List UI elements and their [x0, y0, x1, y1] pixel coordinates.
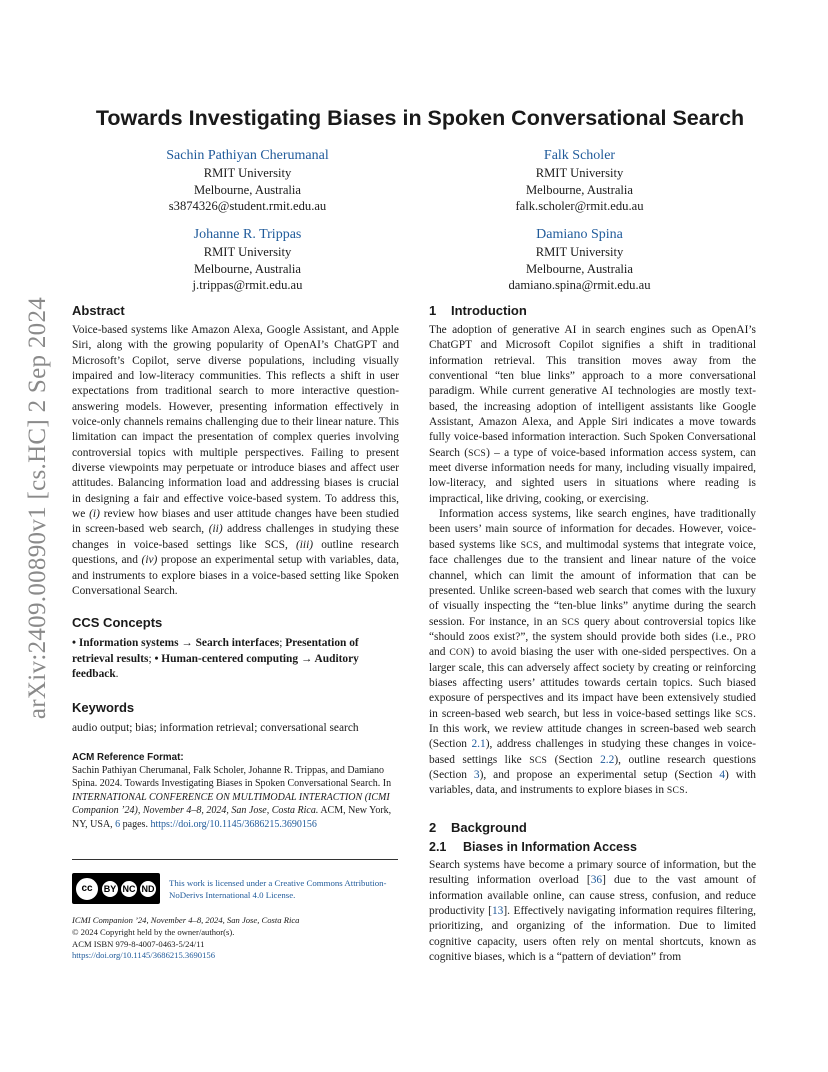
acm-reference-format: [72, 751, 399, 831]
author-block-3: [140, 226, 355, 294]
background-paragraph-1: Search systems have become a primary source of information, but the resulting information overload [36] due to the vast amount of information available online, can cause stress, confusion, and reduce productivity [13]. Effectively navigating information requires filtering, prioritizing, and organizing of the information. Due to limited cognitive capacity, users often rely on mental shortcuts, known as cognitive biases, which is a “pattern of deviation” from: [429, 859, 756, 964]
abstract-text: Voice-based systems like Amazon Alexa, Google Assistant, and Apple Siri, along with the growing popularity of OpenAI’s ChatGPT and Microsoft’s Copilot, serve diverse populations, including visually impaired and low-literacy communities. This reflects a shift in user expectations from traditional search to more interactive question-answering models. However, presenting information effectively in voice-only channels remains challenging due to their linear nature. This limitation can impact the presentation of complex queries involving controversial topics with multiple perspectives. Failing to present diverse viewpoints may perpetuate or introduce biases and affect user attitudes. Balancing information load and addressing biases is crucial in designing a fair and effective voice-based system. To address this, we (i) review how biases and user attitude changes have been studied in screen-based web search, (ii) address challenges in studying these changes in voice-based settings like SCS, (iii) outline research questions, and (iv) propose an experimental setup with variables, data, and instruments to explore biases in a voice-based setting like Spoken Conversational Search.: [72, 324, 399, 597]
author-affiliation: RMIT University: [203, 166, 292, 180]
nd-icon: ND: [140, 881, 156, 897]
author-email: s3874326@student.rmit.edu.au: [168, 199, 327, 213]
footer-venue: ICMI Companion ’24, November 4–8, 2024, San Jose, Costa Rica: [72, 915, 300, 925]
arxiv-id-text: arXiv:2409.00890v1 [cs.HC] 2 Sep 2024: [24, 296, 51, 720]
author-affiliation: RMIT University: [535, 245, 624, 259]
ccs-heading: CCS Concepts: [72, 615, 163, 631]
section-link[interactable]: 4: [719, 768, 726, 781]
author-email: falk.scholer@rmit.edu.au: [515, 199, 644, 213]
author-location: Melbourne, Australia: [525, 261, 634, 276]
author-location: Melbourne, Australia: [193, 261, 302, 276]
author-block-1: [140, 147, 355, 215]
citation-link[interactable]: 36: [590, 874, 603, 887]
ccs-concepts-text: • Information systems → Search interfaces; Presentation of retrieval results; • Human-centered computing → Auditory feedback.: [72, 637, 359, 680]
author-affiliation: RMIT University: [535, 166, 624, 180]
nc-icon: NC: [121, 881, 137, 897]
acm-reference-text: Sachin Pathiyan Cherumanal, Falk Scholer, Johanne R. Trippas, and Damiano Spina. 2024. Towards Investigating Biases in Spoken Conversational Search. In INTERNATIONAL CONFERENCE ON MULTIMODAL INTERACTION (ICMI Companion ’24), November 4–8, 2024, San Jose, Costa Rica. ACM, New York, NY, USA, 6 pages. https://doi.org/10.1145/3686215.3690156: [72, 764, 392, 830]
author-name[interactable]: Sachin Pathiyan Cherumanal: [166, 148, 329, 163]
citation-link[interactable]: 13: [491, 905, 504, 918]
author-name[interactable]: Damiano Spina: [536, 227, 623, 242]
right-column: [429, 302, 756, 965]
intro-heading: 1 Introduction: [429, 303, 527, 318]
acm-reference-label: ACM Reference Format:: [72, 751, 184, 763]
author-email: damiano.spina@rmit.edu.au: [508, 278, 651, 292]
license-link[interactable]: This work is licensed under a Creative Commons Attribution-NoDerivs International 4.0 License.: [169, 878, 387, 900]
paper-title: Towards Investigating Biases in Spoken Conversational Search: [95, 106, 745, 130]
section-link[interactable]: 2.2: [600, 753, 615, 766]
left-column: [72, 302, 399, 831]
intro-paragraph-1: The adoption of generative AI in search engines such as OpenAI’s ChatGPT and Microsoft Copilot signifies a shift in traditional information retrieval. This transition moves away from the conventional “ten blue links” approach to a more conversational paradigm. While current generative AI technologies are mostly text-based, the increasing adoption of intelligent assistants like Google Assistant, Amazon Alexa, and Apple Siri indicates a move towards fully voice-based information interaction. Such Spoken Conversational Search (SCS) – a type of voice-based information access system, can meet diverse information needs for many, including visually impaired, low-literacy, and sighted users in situations where reading is impractical, like driving, cooking, or exercising.: [429, 324, 756, 505]
author-email: j.trippas@rmit.edu.au: [192, 278, 303, 292]
section-link[interactable]: 2.1: [471, 738, 486, 751]
keywords-text: audio output; bias; information retrieval; conversational search: [72, 722, 359, 735]
section-link[interactable]: 3: [473, 768, 480, 781]
abstract-heading: Abstract: [72, 303, 125, 318]
footer-isbn: ACM ISBN 979-8-4007-0463-5/24/11: [72, 938, 205, 949]
acm-reference-doi-link[interactable]: https://doi.org/10.1145/3686215.3690156: [150, 818, 317, 830]
footer-meta: [72, 915, 402, 962]
background-heading: 2 Background: [429, 819, 527, 835]
footer-doi-link[interactable]: https://doi.org/10.1145/3686215.3690156: [72, 950, 215, 961]
author-block-4: [472, 226, 687, 294]
author-location: Melbourne, Australia: [193, 182, 302, 197]
arxiv-sidebar-identifier: [18, 293, 58, 723]
footnote-divider: [72, 859, 398, 860]
keywords-heading: Keywords: [72, 700, 135, 716]
author-location: Melbourne, Australia: [525, 182, 634, 197]
cc-license-badge[interactable]: [72, 873, 160, 904]
intro-paragraph-2: Information access systems, like search engines, have traditionally been users’ main source of information for decades. However, voice-based systems like SCS, and multimodal systems that integrate voice, face challenges due to the transient and linear nature of the voice channel, which can limit the amount of information that can be presented. Unlike screen-based web search that comes with the luxury of visually inspecting the “ten-blue links” anytime during the search session. For instance, in an SCS query about controversial topics like “should zoos exist?”, the system should provide both sides (i.e., PRO and CON) to avoid biasing the user with one-sided perspectives. On a larger scale, this can adversely affect society by creating or reinforcing biases affecting users’ attitudes towards certain topics. Such biased exposure of perspectives and its impact have been extensively studied in screen-based web search, but less in voice-based settings like SCS. In this work, we review attitude changes in screen-based web search (Section 2.1), address challenges in studying these changes in voice-based settings like SCS (Section 2.2), outline research questions (Section 3), and propose an experimental setup (Section 4) with variables, data, and instruments to explore biases in SCS.: [429, 508, 756, 797]
author-block-2: [472, 147, 687, 215]
cc-icon: cc: [75, 877, 99, 901]
footer-copyright: © 2024 Copyright held by the owner/author(s).: [72, 926, 235, 937]
author-affiliation: RMIT University: [203, 245, 292, 259]
subsection-heading: 2.1 Biases in Information Access: [429, 839, 637, 854]
author-name[interactable]: Falk Scholer: [543, 148, 616, 163]
by-icon: BY: [102, 881, 118, 897]
author-name[interactable]: Johanne R. Trippas: [193, 227, 302, 242]
